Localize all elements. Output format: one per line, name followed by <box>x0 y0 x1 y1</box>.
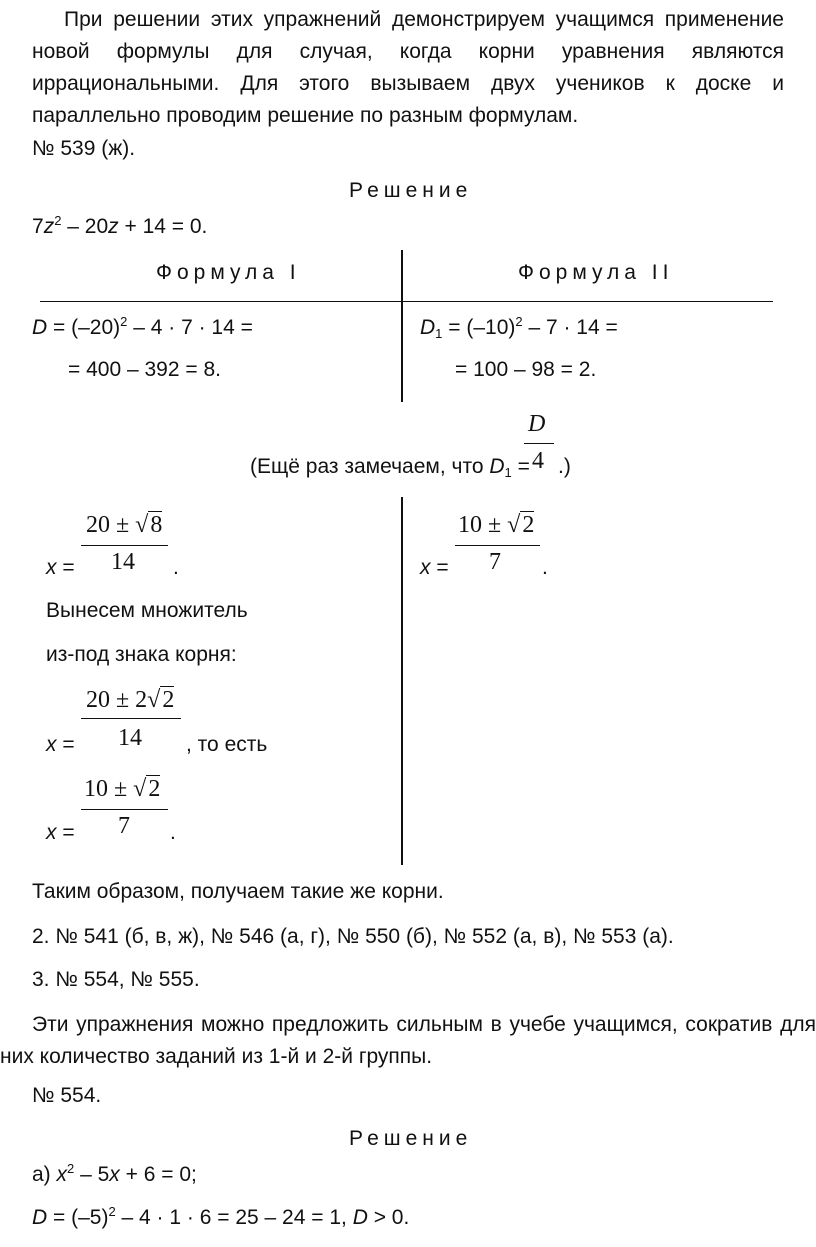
discriminant-line-2: = 400 – 392 = 8. <box>68 358 221 381</box>
fraction-4-numerator: 10 ± √2 <box>84 776 161 802</box>
x-equals-2: x = <box>420 556 449 579</box>
x-equals-4: x = <box>46 821 75 844</box>
factor-text-1: Вынесем множитель <box>46 599 248 622</box>
fraction-1-bar <box>81 545 168 546</box>
exercise-539-number: № 539 (ж). <box>32 137 136 160</box>
discriminant1-line-2: = 100 – 98 = 2. <box>455 358 597 381</box>
fraction-4-dot: . <box>170 821 176 844</box>
fraction-3-numerator: 20 ± 2√2 <box>86 687 175 713</box>
fraction-3-bar <box>81 718 181 719</box>
fraction-3-denominator: 14 <box>118 725 142 751</box>
paragraph-2-wrap <box>0 1009 816 1073</box>
fraction-2-bar <box>455 545 540 546</box>
fraction-1-denominator: 14 <box>111 549 135 575</box>
solution-heading-2: Решение <box>349 1127 473 1150</box>
fraction-2-numerator: 10 ± √2 <box>458 512 535 538</box>
table-divider-bottom <box>401 497 403 865</box>
fraction-2-denominator: 7 <box>489 549 501 575</box>
note-fraction-numerator: D <box>528 411 546 437</box>
fraction-2-dot: . <box>542 556 548 579</box>
task-2: 2. № 541 (б, в, ж), № 546 (а, г), № 550 (б), № 552 (а, в), № 553 (а). <box>32 925 674 948</box>
discriminant-line-1: $D = (-20)^2 - 4 \cdot 7 \cdot 14$ = <box>32 314 253 339</box>
table-divider-top <box>401 250 403 402</box>
equation-539: $7z^2 - 20z + 14 = 0$. <box>32 213 208 238</box>
that-is-text: , то есть <box>186 733 268 756</box>
conclusion: Таким образом, получаем такие же корни. <box>32 880 444 903</box>
note-fraction-denominator: 4 <box>532 448 544 474</box>
fraction-4-bar <box>81 809 168 810</box>
formula-1-header: Формула I <box>156 261 301 284</box>
table-header-rule <box>40 301 773 302</box>
solution-heading: Решение <box>349 179 473 202</box>
intro-paragraph: При решении этих упражнений демонстрируем учащимся применение новой формулы для случая, когда корни уравнения являются иррациональными. Для этого вызываем двух учеников к доске и параллельно проводим решение по разным формулам. <box>32 8 784 127</box>
fraction-1-dot: . <box>173 556 179 579</box>
paragraph-2: Эти упражнения можно предложить сильным в учебе учащимся, сократив для них количество заданий из 1-й и 2-й группы. <box>0 1013 816 1068</box>
x-equals-1: x = <box>46 556 75 579</box>
note-end: .) <box>558 455 571 478</box>
fraction-1-numerator: 20 ± √8 <box>86 512 163 538</box>
note-line: (Ещё раз замечаем, что $D_1$ = <box>250 455 530 480</box>
discriminant-554a: $D = (-5)^2 - 4 \cdot 1 \cdot 6 = 25 - 24 = 1$, D > 0. <box>32 1204 410 1229</box>
fraction-4-denominator: 7 <box>118 813 130 839</box>
equation-554a: а) $x^2 - 5x + 6 = 0$; <box>32 1161 197 1186</box>
x-equals-3: x = <box>46 733 75 756</box>
task-3: 3. № 554, № 555. <box>32 968 200 991</box>
discriminant1-line-1: $D_1 = (-10)^2 - 7 \cdot 14$ = <box>420 314 618 341</box>
exercise-554-number: № 554. <box>32 1084 102 1107</box>
formula-2-header: Формула II <box>518 261 674 284</box>
note-fraction-bar <box>524 443 554 444</box>
factor-text-2: из-под знака корня: <box>46 643 237 666</box>
